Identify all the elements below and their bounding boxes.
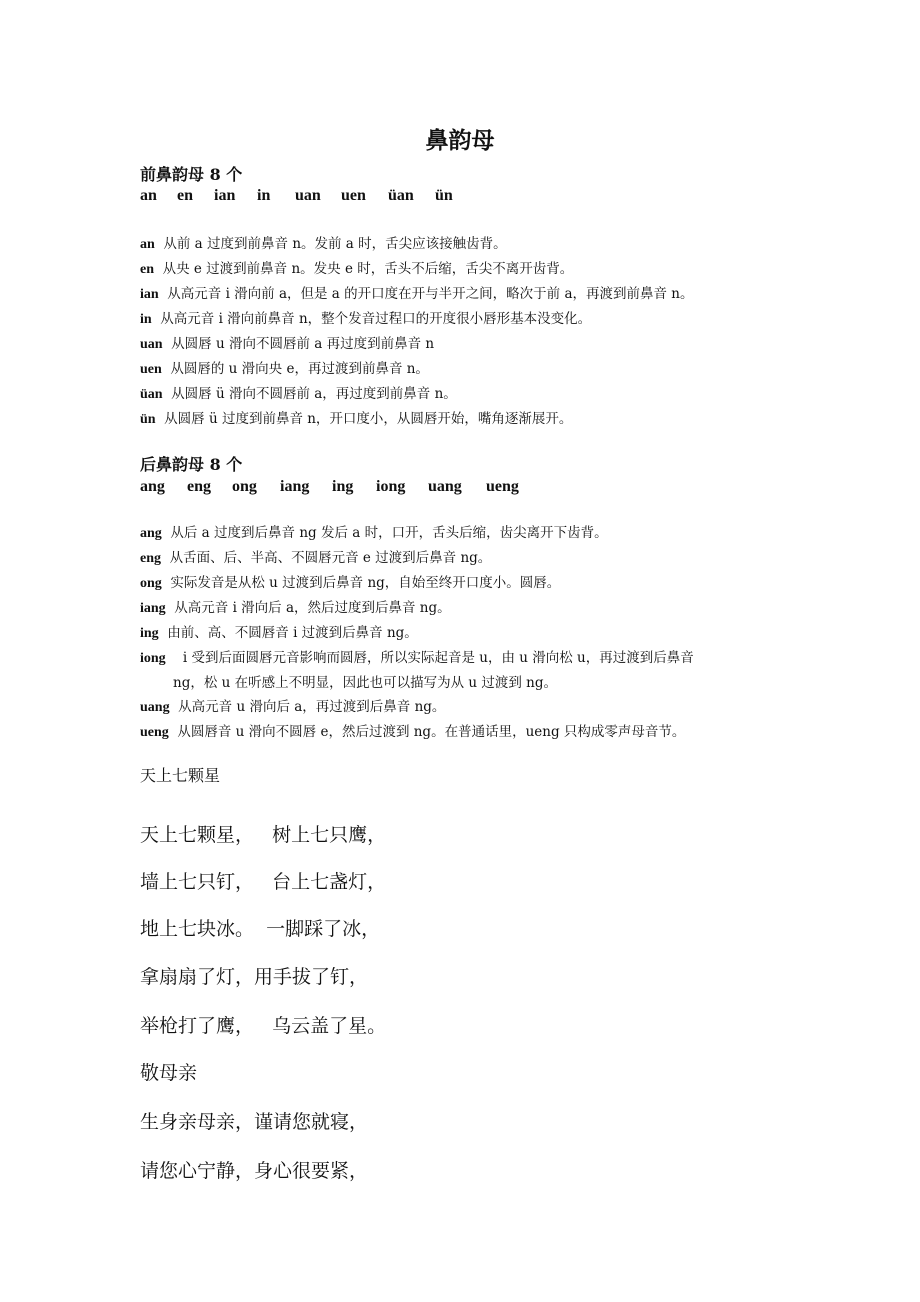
final-an: an xyxy=(140,187,157,204)
final-ueng: ueng xyxy=(486,478,519,495)
poem-line: 墙上七只钉， 台上七盏灯， xyxy=(140,871,387,893)
desc-row: uen 从圆唇的 u 滑向央 e，再过渡到前鼻音 n。 xyxy=(140,361,429,377)
final-ong: ong xyxy=(232,478,257,495)
desc-row: ueng 从圆唇音 u 滑向不圆唇 e，然后过渡到 ng。在普通话里，ueng 只构成零声母音节。 xyxy=(140,724,686,740)
desc-row: ing 由前、高、不圆唇音 i 过渡到后鼻音 ng。 xyxy=(140,625,418,641)
desc-row: ün 从圆唇 ü 过度到前鼻音 n，开口度小，从圆唇开始，嘴角逐渐展开。 xyxy=(140,411,573,427)
final-eng: eng xyxy=(187,478,211,495)
desc-row: an 从前 a 过度到前鼻音 n。发前 a 时，舌尖应该接触齿背。 xyxy=(140,236,507,252)
desc-row: in 从高元音 i 滑向前鼻音 n，整个发音过程口的开度很小唇形基本没变化。 xyxy=(140,311,592,327)
desc-row: uan 从圆唇 u 滑向不圆唇前 a 再过度到前鼻音 n xyxy=(140,336,435,352)
poem2-title: 敬母亲 xyxy=(140,1062,198,1084)
final-un-umlaut: ün xyxy=(435,187,453,204)
page-title: 鼻韵母 xyxy=(425,127,495,154)
final-uen: uen xyxy=(341,187,366,204)
desc-row: ang 从后 a 过度到后鼻音 ng 发后 a 时，口开，舌头后缩，齿尖离开下齿背。 xyxy=(140,525,608,541)
final-ang: ang xyxy=(140,478,165,495)
final-en: en xyxy=(177,187,193,204)
desc-row: iang 从高元音 i 滑向后 a，然后过度到后鼻音 ng。 xyxy=(140,600,451,616)
final-uan: uan xyxy=(295,187,321,204)
final-uang: uang xyxy=(428,478,462,495)
poem-line: 举枪打了鹰， 乌云盖了星。 xyxy=(140,1015,387,1037)
desc-row: ian 从高元音 i 滑向前 a，但是 a 的开口度在开与半开之间，略次于前 a，再渡到前鼻音 n。 xyxy=(140,286,694,302)
final-ing: ing xyxy=(332,478,354,495)
final-iong: iong xyxy=(376,478,406,495)
poem-line: 拿扇扇了灯，用手拔了钉， xyxy=(140,966,369,988)
poem-line: 地上七块冰。 一脚踩了冰， xyxy=(140,918,381,940)
desc-row: üan 从圆唇 ü 滑向不圆唇前 a，再过度到前鼻音 n。 xyxy=(140,386,457,402)
final-iang: iang xyxy=(280,478,310,495)
poem-line: 天上七颗星， 树上七只鹰， xyxy=(140,824,387,846)
poem-line: 请您心宁静，身心很要紧， xyxy=(140,1160,369,1182)
desc-row: iong i 受到后面圆唇元音影响而圆唇，所以实际起音是 u，由 u 滑向松 u，再过渡到后鼻音 xyxy=(140,650,694,666)
final-in: in xyxy=(257,187,271,204)
front-nasal-heading: 前鼻韵母 8 个 xyxy=(140,165,243,184)
front-descriptions xyxy=(140,232,693,432)
desc-row: ng，松 u 在听感上不明显，因此也可以描写为从 u 过渡到 ng。 xyxy=(173,675,558,691)
back-descriptions xyxy=(140,521,694,745)
final-uan-umlaut: üan xyxy=(388,187,414,204)
poem-line: 生身亲母亲，谨请您就寝， xyxy=(140,1111,369,1133)
back-nasal-heading: 后鼻韵母 8 个 xyxy=(140,455,243,474)
desc-row: uang 从高元音 u 滑向后 a，再过渡到后鼻音 ng。 xyxy=(140,699,446,715)
poem1-title: 天上七颗星 xyxy=(140,766,221,785)
desc-row: en 从央 e 过渡到前鼻音 n。发央 e 时，舌头不后缩，舌尖不离开齿背。 xyxy=(140,261,574,277)
final-ian: ian xyxy=(214,187,236,204)
desc-row: eng 从舌面、后、半高、不圆唇元音 e 过渡到后鼻音 ng。 xyxy=(140,550,492,566)
desc-row: ong 实际发音是从松 u 过渡到后鼻音 ng，自始至终开口度小。圆唇。 xyxy=(140,575,561,591)
